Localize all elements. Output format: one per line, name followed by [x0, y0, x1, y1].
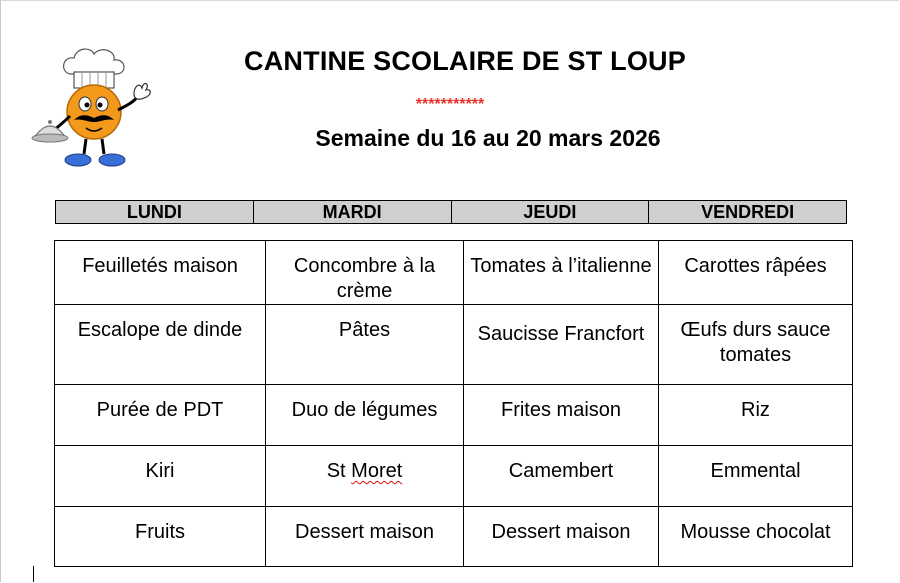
table-row [55, 305, 853, 385]
menu-cell[interactable]: Camembert [464, 446, 659, 507]
menu-cell[interactable]: Carottes râpées [659, 241, 853, 305]
day-header-jeudi: JEUDI [451, 201, 649, 224]
table-row [55, 385, 853, 446]
day-header-lundi: LUNDI [56, 201, 254, 224]
menu-cell[interactable]: Tomates à l’italienne [464, 241, 659, 305]
menu-cell[interactable]: Dessert maison [266, 507, 464, 567]
menu-cell[interactable]: Dessert maison [464, 507, 659, 567]
menu-cell[interactable]: Kiri [55, 446, 266, 507]
menu-cell[interactable]: Fruits [55, 507, 266, 567]
menu-cell[interactable]: Pâtes [266, 305, 464, 385]
menu-cell[interactable]: Purée de PDT [55, 385, 266, 446]
days-header-table [55, 200, 847, 224]
menu-cell[interactable]: Saucisse Francfort [464, 305, 659, 385]
menu-cell[interactable]: Concombre à la crème [266, 241, 464, 305]
chef-mascot-icon [30, 44, 154, 172]
menu-cell[interactable] [266, 446, 464, 507]
text-cursor [33, 566, 34, 582]
menu-cell[interactable]: Mousse chocolat [659, 507, 853, 567]
menu-cell[interactable]: Duo de légumes [266, 385, 464, 446]
menu-cell[interactable]: Feuilletés maison [55, 241, 266, 305]
menu-table [54, 240, 853, 567]
table-row [55, 507, 853, 567]
menu-text-prefix: St [326, 460, 352, 482]
menu-cell[interactable]: Escalope de dinde [55, 305, 266, 385]
menu-cell[interactable]: Frites maison [464, 385, 659, 446]
table-row [55, 446, 853, 507]
week-subtitle: Semaine du 16 au 20 mars 2026 [315, 125, 661, 151]
table-row [55, 241, 853, 305]
menu-cell[interactable]: Riz [659, 385, 853, 446]
page-title: CANTINE SCOLAIRE DE ST LOUP [244, 46, 686, 76]
menu-cell[interactable]: Œufs durs sauce tomates [659, 305, 853, 385]
decorative-stars: *********** [415, 96, 485, 113]
day-header-vendredi: VENDREDI [649, 201, 847, 224]
spellcheck-underlined-word: Moret [351, 460, 403, 482]
day-header-mardi: MARDI [253, 201, 451, 224]
menu-cell[interactable]: Emmental [659, 446, 853, 507]
